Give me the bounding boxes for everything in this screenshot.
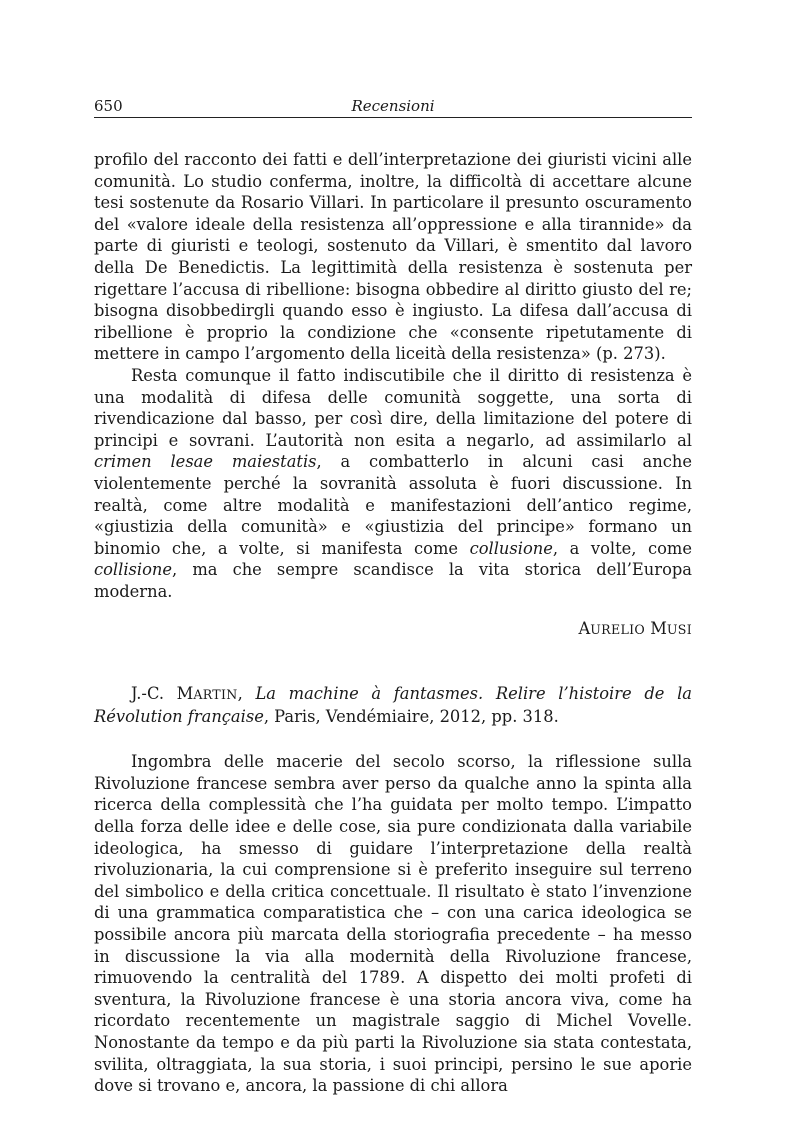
- signature-initial: M: [650, 619, 667, 639]
- running-title: Recensioni: [351, 97, 435, 115]
- review1-signature: [94, 618, 692, 641]
- author-rest: ARTIN: [193, 687, 238, 703]
- signature-initial: A: [578, 619, 591, 639]
- text-run: , a volte, come: [552, 538, 693, 558]
- review1-paragraph-1: profilo del racconto dei fatti e dell’interpretazione dei giuristi vicini alle comunità. Lo studio conferma, inoltre, la difficoltà di accettare alcune tesi sostenute da Rosario Villari. In particolare il presunto oscuramento del «valore ideale della resistenza all’oppressione e alla tirannide» da parte di giuristi e teologi, sostenuto da Villari, è smentito dal lavoro della De Benedictis. La legittimità della resistenza è sostenuta per rigettare l’accusa di ribellione: bisogna obbedire al diritto giusto del re; bisogna disobbedirgli quando esso è ingiusto. La difesa dall’accusa di ribellione è proprio la condizione che «consente ripetutamente di mettere in campo l’argomento della liceità della resistenza» (p. 273).: [94, 150, 692, 364]
- separator: ,: [237, 684, 256, 704]
- text-run: , ma che sempre scandisce la vita storica dell’Europa moderna.: [94, 560, 692, 601]
- signature-rest: USI: [666, 622, 692, 638]
- page-number: 650: [94, 97, 123, 115]
- review2-paragraph-1: Ingombra delle macerie del secolo scorso, la riflessione sulla Rivoluzione francese sembra aver perso da qualche anno la spinta alla ricerca della complessità che l’ha guidata per molto tempo. L’impatto della forza delle idee e delle cose, sia pure condizionata dalla variabile ideologica, ha smesso di guidare l’interpretazione della realtà rivoluzionaria, la cui comprensione si è preferito inseguire sul terreno del simbolico e della critica concettuale. Il risultato è stato l’invenzione di una grammatica comparatistica che – con una carica ideologica se possibile ancora più marcata della storiografia precedente – ha messo in discussione la via alla modernità della Rivoluzione francese, rimuovendo la centralità del 1789. A dispetto dei molti profeti di sventura, la Rivoluzione francese è una storia ancora viva, come ha ricordato recentemente un magistrale saggio di Michel Vovelle. Nonostante da tempo e da più parti la Rivoluzione sia stata contestata, svilita, oltraggiata, la sua storia, i suoi principi, persino le sue aporie dove si trovano e, ancora, la passione di chi allora: [94, 752, 692, 1096]
- review2-bibliographic-entry: [94, 683, 692, 727]
- author-initials: J.-C.: [131, 684, 177, 704]
- author-initial: M: [176, 684, 194, 704]
- running-header: [94, 95, 692, 118]
- text-run: , a combatterlo in alcuni casi anche violentemente perché la sovranità assoluta è fuori discussione. In realtà, come altre modalità e manifestazioni dell’antico regime, «giustizia della comunità» e «giustizia del principe» formano un binomio che, a volte, si manifesta come: [94, 452, 692, 558]
- book-title: La machine à fantasmes. Relire l’histoire de la Révolution française: [94, 684, 692, 726]
- italic-term: crimen lesae maiestatis: [94, 452, 317, 472]
- review1-paragraph-2: [94, 365, 692, 603]
- italic-term: collusione: [469, 538, 553, 558]
- signature-rest: URELIO: [590, 622, 646, 638]
- publication-details: , Paris, Vendémiaire, 2012, pp. 318.: [263, 706, 559, 726]
- text-run: Resta comunque il fatto indiscutibile che il diritto di resistenza è una modalità di difesa delle comunità soggette, una sorta di rivendicazione dal basso, per così dire, della limitazione del potere di principi e sovrani. L’autorità non esita a negarlo, ad assimilarlo al: [94, 365, 692, 450]
- italic-term: collisione: [94, 560, 173, 580]
- page-body: [94, 149, 692, 1097]
